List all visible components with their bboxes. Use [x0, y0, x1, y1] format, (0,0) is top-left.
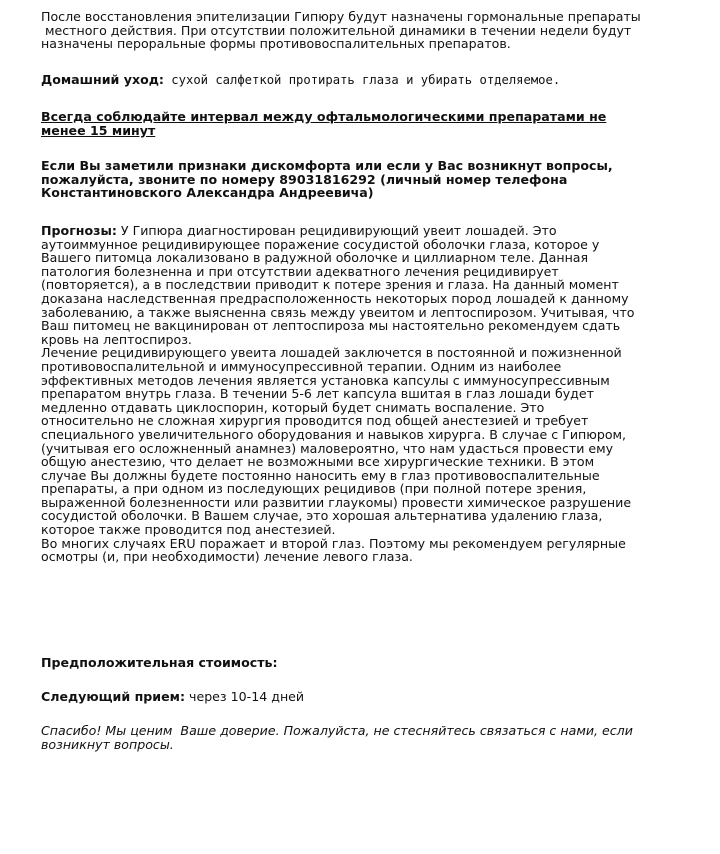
prognosis-line: противовоспалительной и иммуносупрессивной терапии. Одним из наиболее	[41, 358, 562, 374]
prognosis-line: (повторяется), а в последствии приводит к потере зрения и глаза. На данный момент	[41, 277, 619, 293]
prognosis-paragraph	[41, 224, 701, 564]
home-care-text: сухой салфеткой протирать глаза и убирать отделяемое.	[163, 73, 561, 87]
home-care-paragraph	[41, 73, 701, 88]
thanks-paragraph	[41, 724, 701, 751]
prognosis-line: Ваш питомец не вакцинирован от лептоспироза мы настоятельно рекомендуем сдать	[41, 318, 621, 334]
prognosis-line: которое также проводится под анестезией.	[41, 522, 336, 538]
cost-heading: Предположительная стоимость:	[41, 655, 278, 670]
prognosis-line: специального увеличительного оборудования и навыков хирурга. В случае с Гипюром,	[41, 426, 627, 442]
next-visit-paragraph	[41, 690, 701, 704]
prognosis-line: доказана наследственная предрасположенность некоторых пород лошадей к данному	[41, 290, 629, 306]
prognosis-line: выраженной болезненности или развитии глаукомы) провести химическое разрушение	[41, 494, 632, 510]
prognosis-line: препаратом внутрь глаза. В течении 5-6 лет капсула вшитая в глаз лошади будет	[41, 386, 594, 402]
intro-line: После восстановления эпителизации Гипюру будут назначены гормональные препараты	[41, 9, 641, 24]
prognosis-line: медленно отдавать циклоспорин, который будет снимать воспаление. Это	[41, 399, 545, 415]
home-care-label: Домашний уход:	[41, 72, 164, 87]
prognosis-line: Во многих случаях ERU поражает и второй глаз. Поэтому мы рекомендуем регулярные	[41, 535, 626, 551]
prognosis-line: кровь на лептоспироз.	[41, 331, 192, 347]
prognosis-line: общую анестезию, что делает не возможными все хирургические техники. В этом	[41, 454, 595, 470]
prognosis-line: препараты, а при одном из последующих рецидивов (при полной потере зрения,	[41, 481, 587, 497]
interval-note-line: менее 15 минут	[41, 122, 156, 138]
prognosis-line: Лечение рецидивирующего увеита лошадей заключется в постоянной и пожизненной	[41, 345, 622, 361]
contact-note	[41, 159, 701, 200]
contact-note-line: Константиновского Александра Андреевича)	[41, 185, 374, 201]
interval-note	[41, 110, 701, 137]
contact-note-line: Если Вы заметили признаки дискомфорта или если у Вас возникнут вопросы,	[41, 158, 613, 173]
next-visit-label: Следующий прием:	[41, 689, 185, 704]
intro-line: местного действия. При отсутствии положительной динамики в течении недели будут	[41, 22, 632, 38]
prognosis-line: заболеванию, а также выясненна связь между увеитом и лептоспирозом. Учитывая, что	[41, 304, 635, 320]
intro-paragraph	[41, 10, 701, 51]
prognosis-line: случае Вы должны будете постоянно наносить ему в глаз противовоспалительные	[41, 467, 600, 483]
thanks-line: возникнут вопросы.	[41, 736, 174, 752]
prognosis-line: патология болезненна и при отсутствии адекватного лечения рецидивирует	[41, 263, 559, 279]
interval-note-line: Всегда соблюдайте интервал между офтальмологическими препаратами не	[41, 109, 607, 124]
prognosis-line: осмотры (и, при необходимости) лечение левого глаза.	[41, 549, 413, 565]
prognosis-line: эффективных методов лечения является установка капсулы с иммуносупрессивным	[41, 372, 610, 388]
prognosis-line: (учитывая его осложненный анамнез) маловероятно, что нам удасться провести ему	[41, 440, 614, 456]
prognosis-line: сосудистой оболочки. В Вашем случае, это хорошая альтернатива удалению глаза,	[41, 508, 603, 524]
intro-line: назначены пероральные формы противовоспалительных препаратов.	[41, 36, 511, 52]
prognosis-first-line: У Гипюра диагностирован рецидивирующий увеит лошадей. Это	[116, 223, 557, 238]
prognosis-label: Прогнозы:	[41, 223, 117, 238]
prognosis-line: аутоиммунное рецидивирующее поражение сосудистой оболочки глаза, которое у	[41, 236, 600, 252]
contact-note-line: пожалуйста, звоните по номеру 89031816292 (личный номер телефона	[41, 171, 568, 187]
next-visit-text: через 10-14 дней	[185, 689, 305, 704]
prognosis-line: относительно не сложная хирургия проводится под общей анестезией и требует	[41, 413, 589, 429]
prognosis-line: Вашего питомца локализовано в радужной оболочке и циллиарном теле. Данная	[41, 250, 589, 266]
thanks-line: Спасибо! Мы ценим Ваше доверие. Пожалуйста, не стесняйтесь связаться с нами, если	[41, 723, 633, 738]
